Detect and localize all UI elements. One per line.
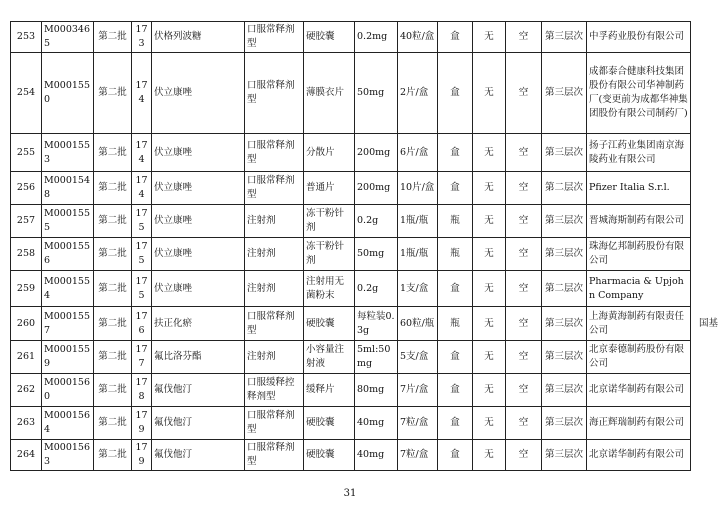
dosage-form-cell: 冻干粉针剂 [304, 205, 355, 238]
dosage-form-cell: 薄膜衣片 [304, 53, 355, 134]
package-cell: 1瓶/瓶 [398, 238, 438, 271]
level-cell: 第二层次 [542, 172, 587, 205]
table-row [11, 53, 691, 134]
dosage-route-cell: 注射剂 [245, 341, 304, 374]
package-cell: 7粒/盒 [398, 440, 438, 471]
flag-empty-cell: 空 [506, 134, 542, 172]
package-cell: 7粒/盒 [398, 407, 438, 440]
table-body [11, 22, 718, 471]
flag-empty-cell: 空 [506, 22, 542, 53]
drug-code-cell: M0001555 [42, 205, 94, 238]
specification-cell: 200mg [355, 172, 398, 205]
package-cell: 1支/盒 [398, 271, 438, 307]
unit-cell: 盒 [438, 172, 473, 205]
batch-cell: 第二批 [94, 172, 132, 205]
drug-code-cell: M0001548 [42, 172, 94, 205]
flag-none-cell: 无 [473, 205, 506, 238]
row-number-cell: 254 [11, 53, 42, 134]
specification-cell: 50mg [355, 238, 398, 271]
package-cell: 2片/盒 [398, 53, 438, 134]
manufacturer-cell: 扬子江药业集团南京海陵药业有限公司 [587, 134, 691, 172]
generic-name-cell: 伏立康唑 [152, 205, 245, 238]
batch-cell: 第二批 [94, 440, 132, 471]
dosage-form-cell: 小容量注射液 [304, 341, 355, 374]
drug-code-cell: M0001559 [42, 341, 94, 374]
table-row [11, 374, 691, 407]
dosage-route-cell: 口服常释剂型 [245, 134, 304, 172]
generic-name-cell: 伏立康唑 [152, 271, 245, 307]
level-cell: 第三层次 [542, 374, 587, 407]
flag-empty-cell: 空 [506, 341, 542, 374]
flag-empty-cell: 空 [506, 172, 542, 205]
sequence-number-cell: 175 [132, 271, 152, 307]
sequence-number-cell: 176 [132, 307, 152, 341]
row-number-cell: 258 [11, 238, 42, 271]
flag-none-cell: 无 [473, 271, 506, 307]
sequence-number-cell: 173 [132, 22, 152, 53]
dosage-form-cell: 硬胶囊 [304, 407, 355, 440]
batch-cell: 第二批 [94, 53, 132, 134]
table-row [11, 238, 691, 271]
level-cell: 第二层次 [542, 271, 587, 307]
flag-empty-cell: 空 [506, 238, 542, 271]
generic-name-cell: 氟伐他汀 [152, 440, 245, 471]
sequence-number-cell: 178 [132, 374, 152, 407]
table-row [11, 440, 691, 471]
package-cell: 6片/盒 [398, 134, 438, 172]
flag-none-cell: 无 [473, 440, 506, 471]
specification-cell: 80mg [355, 374, 398, 407]
row-number-cell: 257 [11, 205, 42, 238]
flag-none-cell: 无 [473, 307, 506, 341]
unit-cell: 盒 [438, 440, 473, 471]
batch-cell: 第二批 [94, 134, 132, 172]
row-number-cell: 255 [11, 134, 42, 172]
unit-cell: 瓶 [438, 205, 473, 238]
dosage-route-cell: 口服常释剂型 [245, 407, 304, 440]
generic-name-cell: 伏格列波糖 [152, 22, 245, 53]
drug-code-cell: M0001564 [42, 407, 94, 440]
dosage-route-cell: 注射剂 [245, 271, 304, 307]
drug-code-cell: M0001554 [42, 271, 94, 307]
generic-name-cell: 氟伐他汀 [152, 374, 245, 407]
sequence-number-cell: 177 [132, 341, 152, 374]
unit-cell: 瓶 [438, 238, 473, 271]
sequence-number-cell: 179 [132, 440, 152, 471]
table-row [11, 172, 691, 205]
batch-cell: 第二批 [94, 22, 132, 53]
row-number-cell: 262 [11, 374, 42, 407]
sequence-number-cell: 175 [132, 238, 152, 271]
dosage-route-cell: 注射剂 [245, 238, 304, 271]
generic-name-cell: 氟伐他汀 [152, 407, 245, 440]
flag-empty-cell: 空 [506, 374, 542, 407]
manufacturer-cell: 北京诺华制药有限公司 [587, 440, 691, 471]
dosage-route-cell: 口服常释剂型 [245, 307, 304, 341]
unit-cell: 瓶 [438, 307, 473, 341]
row-number-cell: 259 [11, 271, 42, 307]
generic-name-cell: 伏立康唑 [152, 238, 245, 271]
table-row [11, 22, 691, 53]
flag-empty-cell: 空 [506, 307, 542, 341]
row-number-cell: 260 [11, 307, 42, 341]
specification-cell: 5ml:50mg [355, 341, 398, 374]
dosage-form-cell: 普通片 [304, 172, 355, 205]
package-cell: 10片/盒 [398, 172, 438, 205]
sequence-number-cell: 174 [132, 134, 152, 172]
flag-none-cell: 无 [473, 22, 506, 53]
batch-cell: 第二批 [94, 407, 132, 440]
manufacturer-cell: 海正辉瑞制药有限公司 [587, 407, 691, 440]
package-cell: 1瓶/瓶 [398, 205, 438, 238]
specification-cell: 50mg [355, 53, 398, 134]
level-cell: 第三层次 [542, 407, 587, 440]
flag-empty-cell: 空 [506, 53, 542, 134]
manufacturer-cell: Pfizer Italia S.r.l. [587, 172, 691, 205]
specification-cell: 200mg [355, 134, 398, 172]
flag-none-cell: 无 [473, 53, 506, 134]
dosage-route-cell: 口服常释剂型 [245, 440, 304, 471]
manufacturer-cell: 北京泰德制药股份有限公司 [587, 341, 691, 374]
unit-cell: 盒 [438, 341, 473, 374]
generic-name-cell: 氟比洛芬酯 [152, 341, 245, 374]
level-cell: 第三层次 [542, 134, 587, 172]
flag-none-cell: 无 [473, 341, 506, 374]
table-row [11, 407, 691, 440]
row-number-cell: 261 [11, 341, 42, 374]
dosage-form-cell: 硬胶囊 [304, 307, 355, 341]
row-number-cell: 256 [11, 172, 42, 205]
flag-none-cell: 无 [473, 172, 506, 205]
flag-none-cell: 无 [473, 134, 506, 172]
flag-none-cell: 无 [473, 238, 506, 271]
manufacturer-cell: 上海黄海制药有限责任公司 [587, 307, 691, 341]
dosage-form-cell: 硬胶囊 [304, 22, 355, 53]
drug-code-cell: M0003465 [42, 22, 94, 53]
specification-cell: 0.2mg [355, 22, 398, 53]
specification-cell: 0.2g [355, 205, 398, 238]
unit-cell: 盒 [438, 22, 473, 53]
dosage-form-cell: 缓释片 [304, 374, 355, 407]
row-number-cell: 263 [11, 407, 42, 440]
dosage-form-cell: 分散片 [304, 134, 355, 172]
unit-cell: 盒 [438, 407, 473, 440]
manufacturer-cell: 北京诺华制药有限公司 [587, 374, 691, 407]
drug-code-cell: M0001556 [42, 238, 94, 271]
manufacturer-cell: 成都泰合健康科技集团股份有限公司华神制药厂(变更前为成都华神集团股份有限公司制药厂) [587, 53, 691, 134]
batch-cell: 第二批 [94, 341, 132, 374]
unit-cell: 盒 [438, 271, 473, 307]
batch-cell: 第二批 [94, 205, 132, 238]
page-number: 31 [343, 488, 357, 499]
table-row [11, 134, 691, 172]
specification-cell: 0.2g [355, 271, 398, 307]
table-row: 260 M0001557 第二批 176 扶正化瘀 口服常释剂型 硬胶囊 每粒装0.3g 60粒/瓶 瓶 无 空 第三层次 上海黄海制药有限责任公司 国基 [11, 307, 691, 341]
manufacturer-cell: Pharmacia & Upjohn Company [587, 271, 691, 307]
dosage-form-cell: 冻干粉针剂 [304, 238, 355, 271]
manufacturer-cell: 中孚药业股份有限公司 [587, 22, 691, 53]
dosage-form-cell: 硬胶囊 [304, 440, 355, 471]
table-row [11, 271, 691, 307]
generic-name-cell: 伏立康唑 [152, 172, 245, 205]
drug-list-table [10, 21, 718, 471]
drug-code-cell: M0001553 [42, 134, 94, 172]
level-cell: 第三层次 [542, 22, 587, 53]
unit-cell: 盒 [438, 374, 473, 407]
batch-cell: 第二批 [94, 238, 132, 271]
sequence-number-cell: 174 [132, 53, 152, 134]
specification-cell: 每粒装0.3g [355, 307, 398, 341]
dosage-form-cell: 注射用无菌粉末 [304, 271, 355, 307]
level-cell: 第三层次 [542, 307, 587, 341]
specification-cell: 40mg [355, 407, 398, 440]
generic-name-cell: 伏立康唑 [152, 53, 245, 134]
drug-code-cell: M0001557 [42, 307, 94, 341]
table-row [11, 341, 691, 374]
unit-cell: 盒 [438, 134, 473, 172]
batch-cell: 第二批 [94, 307, 132, 341]
dosage-route-cell: 口服常释剂型 [245, 53, 304, 134]
level-cell: 第三层次 [542, 205, 587, 238]
manufacturer-cell: 晋城海斯制药有限公司 [587, 205, 691, 238]
package-cell: 60粒/瓶 [398, 307, 438, 341]
sequence-number-cell: 175 [132, 205, 152, 238]
flag-empty-cell: 空 [506, 205, 542, 238]
flag-empty-cell: 空 [506, 407, 542, 440]
level-cell: 第三层次 [542, 440, 587, 471]
row-number-cell: 253 [11, 22, 42, 53]
package-cell: 5支/盒 [398, 341, 438, 374]
flag-empty-cell: 空 [506, 440, 542, 471]
drug-code-cell: M0001560 [42, 374, 94, 407]
package-cell: 7片/盒 [398, 374, 438, 407]
row-number-cell: 264 [11, 440, 42, 471]
sequence-number-cell: 179 [132, 407, 152, 440]
generic-name-cell: 扶正化瘀 [152, 307, 245, 341]
level-cell: 第三层次 [542, 238, 587, 271]
batch-cell: 第二批 [94, 271, 132, 307]
dosage-route-cell: 口服常释剂型 [245, 22, 304, 53]
drug-code-cell: M0001550 [42, 53, 94, 134]
batch-cell: 第二批 [94, 374, 132, 407]
flag-none-cell: 无 [473, 407, 506, 440]
manufacturer-cell: 珠海亿邦制药股份有限公司 [587, 238, 691, 271]
dosage-route-cell: 口服缓释控释剂型 [245, 374, 304, 407]
dosage-route-cell: 口服常释剂型 [245, 172, 304, 205]
dosage-route-cell: 注射剂 [245, 205, 304, 238]
flag-none-cell: 无 [473, 374, 506, 407]
specification-cell: 40mg [355, 440, 398, 471]
level-cell: 第三层次 [542, 53, 587, 134]
table-row [11, 205, 691, 238]
generic-name-cell: 伏立康唑 [152, 134, 245, 172]
drug-code-cell: M0001563 [42, 440, 94, 471]
flag-empty-cell: 空 [506, 271, 542, 307]
level-cell: 第三层次 [542, 341, 587, 374]
unit-cell: 盒 [438, 53, 473, 134]
package-cell: 40粒/盒 [398, 22, 438, 53]
sequence-number-cell: 174 [132, 172, 152, 205]
